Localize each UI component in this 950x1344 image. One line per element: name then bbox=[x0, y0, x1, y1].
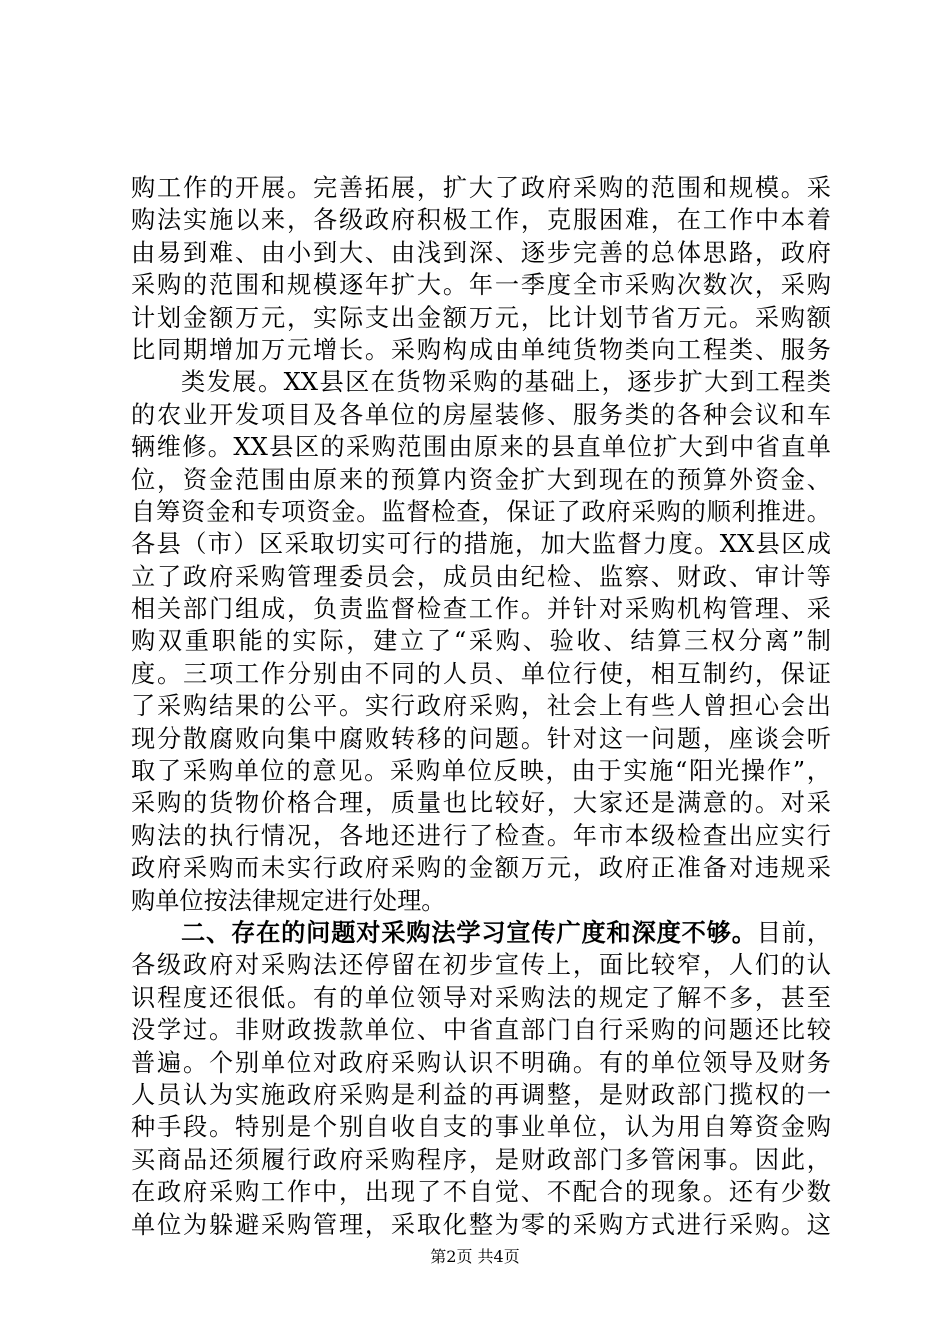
section-2-first-line bbox=[131, 917, 831, 949]
text-line: 政府采购而未实行政府采购的金额万元，政府正准备对违规采 bbox=[131, 854, 831, 883]
text-line: 购法实施以来，各级政府积极工作，克服困难，在工作中本着 bbox=[131, 206, 831, 235]
text-line: 类发展。XX县区在货物采购的基础上，逐步扩大到工程类 bbox=[181, 368, 831, 397]
text-line: 现分散腐败向集中腐败转移的问题。针对这一问题，座谈会听 bbox=[131, 724, 831, 753]
text-line: 由易到难、由小到大、由浅到深、逐步完善的总体思路，政府 bbox=[131, 238, 831, 267]
text-line: 采购的货物价格合理，质量也比较好，大家还是满意的。对采 bbox=[131, 789, 831, 818]
text-line: 相关部门组成，负责监督检查工作。并针对采购机构管理、采 bbox=[131, 595, 831, 624]
text-line: 种手段。特别是个别自收自支的事业单位，认为用自筹资金购 bbox=[131, 1113, 831, 1142]
text-line: 了采购结果的公平。实行政府采购，社会上有些人曾担心会出 bbox=[131, 692, 831, 721]
text-line: 比同期增加万元增长。采购构成由单纯货物类向工程类、服务 bbox=[131, 335, 831, 364]
page-number-footer: 第2页 共4页 bbox=[430, 1247, 520, 1266]
text-line: 没学过。非财政拨款单位、中省直部门自行采购的问题还比较 bbox=[131, 1016, 831, 1045]
body-text bbox=[131, 172, 831, 1241]
text-line: 单位为躲避采购管理，采取化整为零的采购方式进行采购。这 bbox=[131, 1210, 831, 1239]
text-line: 购单位按法律规定进行处理。 bbox=[131, 886, 446, 915]
text-line: 购法的执行情况，各地还进行了检查。年市本级检查出应实行 bbox=[131, 821, 831, 850]
text-line: 识程度还很低。有的单位领导对采购法的规定了解不多，甚至 bbox=[131, 983, 831, 1012]
text-line: 各级政府对采购法还停留在初步宣传上，面比较窄，人们的认 bbox=[131, 951, 831, 980]
text-line: 普遍。个别单位对政府采购认识不明确。有的单位领导及财务 bbox=[131, 1048, 831, 1077]
text-line: 的农业开发项目及各单位的房屋装修、服务类的各种会议和车 bbox=[131, 400, 831, 429]
text-line: 购双重职能的实际，建立了“采购、验收、结算三权分离”制 bbox=[131, 627, 831, 656]
text-line: 度。三项工作分别由不同的人员、单位行使，相互制约，保证 bbox=[131, 659, 831, 688]
text-line: 在政府采购工作中，出现了不自觉、不配合的现象。还有少数 bbox=[131, 1178, 831, 1207]
text-line: 计划金额万元，实际支出金额万元，比计划节省万元。采购额 bbox=[131, 303, 831, 332]
text-line: 自筹资金和专项资金。监督检查，保证了政府采购的顺利推进。 bbox=[131, 497, 831, 526]
text-line: 购工作的开展。完善拓展，扩大了政府采购的范围和规模。采 bbox=[131, 174, 831, 202]
section-2-heading: 二、存在的问题对采购法学习宣传广度和深度不够。 bbox=[181, 917, 757, 947]
text-line: 人员认为实施政府采购是利益的再调整，是财政部门揽权的一 bbox=[131, 1080, 831, 1109]
text-line: 买商品还须履行政府采购程序，是财政部门多管闲事。因此， bbox=[131, 1145, 831, 1174]
text-line: 立了政府采购管理委员会，成员由纪检、监察、财政、审计等 bbox=[131, 562, 831, 591]
text-line: 辆维修。XX县区的采购范围由原来的县直单位扩大到中省直单 bbox=[131, 433, 831, 462]
section-2-first-line-tail: 目前， bbox=[756, 918, 831, 947]
text-line: 各县（市）区采取切实可行的措施，加大监督力度。XX县区成 bbox=[131, 530, 831, 559]
text-line: 位，资金范围由原来的预算内资金扩大到现在的预算外资金、 bbox=[131, 465, 831, 494]
text-line: 取了采购单位的意见。采购单位反映，由于实施“阳光操作”， bbox=[131, 757, 831, 786]
text-line: 采购的范围和规模逐年扩大。年一季度全市采购次数次，采购 bbox=[131, 271, 831, 300]
